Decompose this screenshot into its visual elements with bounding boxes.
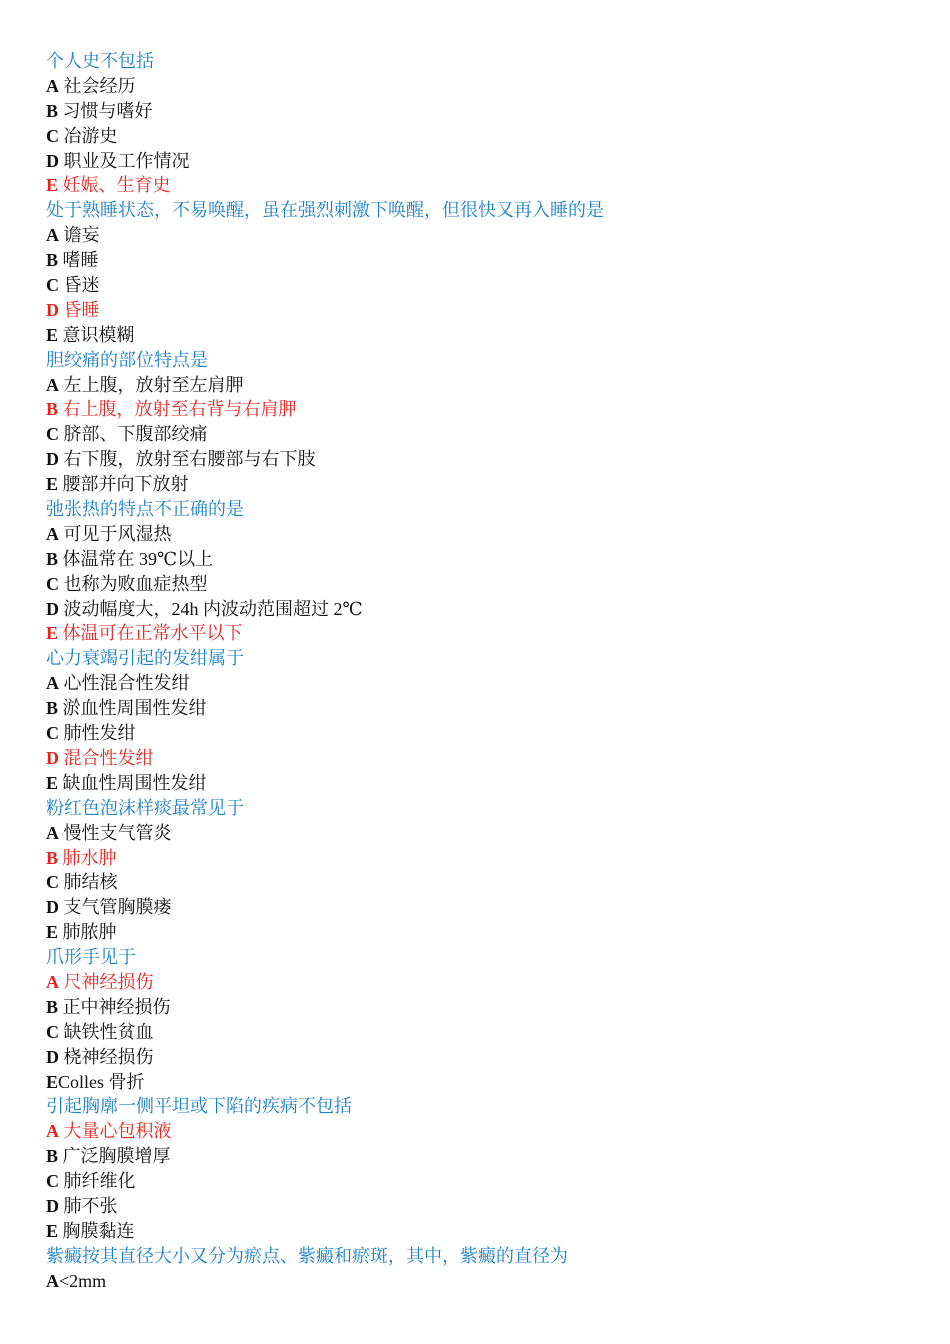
option-text: 可见于风湿热: [63, 523, 172, 544]
option-text: 意识模糊: [62, 324, 135, 345]
option-text: 体温可在正常水平以下: [62, 623, 243, 644]
option-letter: B: [46, 250, 59, 271]
option-line-correct: [46, 970, 926, 995]
option-line-correct: [46, 621, 926, 646]
option-line: [46, 671, 926, 696]
option-letter: D: [46, 1195, 59, 1216]
option-letter: A: [46, 673, 59, 694]
option-line: [46, 223, 926, 248]
option-letter: B: [46, 847, 59, 868]
option-text: 尺神经损伤: [63, 971, 154, 992]
option-line: [46, 696, 926, 721]
option-line: [46, 1045, 926, 1070]
option-text: 波动幅度大，24h 内波动范围超过 2℃: [63, 598, 363, 619]
option-text: 淤血性周围性发绀: [62, 698, 207, 719]
option-text: 职业及工作情况: [63, 150, 190, 171]
option-line: [46, 447, 926, 472]
option-line-correct: [46, 397, 926, 422]
option-letter: A: [46, 75, 59, 96]
option-letter: B: [46, 698, 59, 719]
option-text: 肺脓肿: [62, 922, 117, 943]
option-text: 嗜睡: [62, 250, 99, 271]
option-letter: E: [46, 175, 59, 196]
option-text: 社会经历: [63, 75, 136, 96]
option-line-correct: [46, 846, 926, 871]
option-line: [46, 1269, 926, 1294]
option-text: 右下腹，放射至右腰部与右下肢: [63, 449, 316, 470]
option-letter: C: [46, 1021, 59, 1042]
option-letter: D: [46, 449, 59, 470]
option-text: 肺性发绀: [63, 723, 136, 744]
option-line: [46, 373, 926, 398]
option-line: [46, 1020, 926, 1045]
option-line: [46, 248, 926, 273]
question-text: 粉红色泡沫样痰最常见于: [46, 797, 244, 818]
option-letter: B: [46, 100, 59, 121]
option-text: 心性混合性发绀: [63, 673, 190, 694]
option-line: [46, 1144, 926, 1169]
option-letter: B: [46, 1146, 59, 1167]
option-line: [46, 821, 926, 846]
option-letter: C: [46, 723, 59, 744]
option-line-correct: [46, 298, 926, 323]
option-line: [46, 1219, 926, 1244]
option-line: [46, 273, 926, 298]
option-line-correct: [46, 1119, 926, 1144]
option-text: 也称为败血症热型: [63, 573, 208, 594]
option-letter: D: [46, 150, 59, 171]
question-text: 紫癜按其直径大小又分为瘀点、紫癜和瘀斑，其中，紫癜的直径为: [46, 1245, 568, 1266]
option-line: [46, 870, 926, 895]
option-line: [46, 472, 926, 497]
option-text: 习惯与嗜好: [62, 100, 153, 121]
option-text: Colles 骨折: [58, 1071, 145, 1092]
option-letter: B: [46, 548, 59, 569]
option-letter: E: [46, 922, 59, 943]
option-text: 慢性支气管炎: [63, 822, 172, 843]
option-letter: C: [46, 872, 59, 893]
option-letter: A: [46, 822, 59, 843]
option-line: [46, 422, 926, 447]
option-line-correct: [46, 746, 926, 771]
option-letter: A: [46, 374, 59, 395]
option-letter: D: [46, 747, 59, 768]
option-line: [46, 1070, 926, 1095]
option-letter: B: [46, 996, 59, 1017]
option-letter: A: [46, 1270, 59, 1291]
option-text: 肺不张: [63, 1195, 118, 1216]
option-text: 混合性发绀: [63, 747, 154, 768]
option-line: [46, 572, 926, 597]
option-letter: C: [46, 424, 59, 445]
option-letter: C: [46, 573, 59, 594]
option-line: [46, 99, 926, 124]
option-letter: A: [46, 225, 59, 246]
option-line: [46, 522, 926, 547]
question-document: [46, 49, 926, 1294]
option-text: 昏迷: [63, 275, 100, 296]
option-text: 昏睡: [63, 299, 100, 320]
option-line: [46, 895, 926, 920]
option-line: [46, 771, 926, 796]
option-letter: C: [46, 275, 59, 296]
option-letter: E: [46, 623, 59, 644]
option-letter: E: [46, 1220, 59, 1241]
option-text: 支气管胸膜瘘: [63, 897, 172, 918]
option-line: [46, 1194, 926, 1219]
question-text: 心力衰竭引起的发绀属于: [46, 648, 244, 669]
option-letter: C: [46, 1171, 59, 1192]
option-line: [46, 149, 926, 174]
option-text: 脐部、下腹部绞痛: [63, 424, 208, 445]
option-text: 广泛胸膜增厚: [62, 1146, 171, 1167]
option-letter: A: [46, 523, 59, 544]
option-text: 左上腹，放射至左肩胛: [63, 374, 244, 395]
option-line: [46, 920, 926, 945]
question-text: 胆绞痛的部位特点是: [46, 349, 208, 370]
option-text: 桡神经损伤: [63, 1046, 154, 1067]
option-text: 缺血性周围性发绀: [62, 772, 207, 793]
option-letter: E: [46, 1071, 59, 1092]
option-line: [46, 547, 926, 572]
option-line: [46, 74, 926, 99]
option-letter: C: [46, 125, 59, 146]
option-text: <2mm: [59, 1270, 107, 1291]
option-letter: D: [46, 1046, 59, 1067]
option-text: 胸膜黏连: [62, 1220, 135, 1241]
option-text: 冶游史: [63, 125, 118, 146]
option-letter: E: [46, 474, 59, 495]
question-text: 引起胸廓一侧平坦或下陷的疾病不包括: [46, 1096, 352, 1117]
option-text: 正中神经损伤: [62, 996, 171, 1017]
option-text: 肺结核: [63, 872, 118, 893]
option-text: 妊娠、生育史: [62, 175, 171, 196]
question-text: 爪形手见于: [46, 947, 136, 968]
option-letter: D: [46, 598, 59, 619]
question-text: 弛张热的特点不正确的是: [46, 499, 244, 520]
option-line: [46, 1169, 926, 1194]
option-text: 肺水肿: [62, 847, 117, 868]
option-text: 肺纤维化: [63, 1171, 136, 1192]
option-letter: B: [46, 399, 59, 420]
option-letter: D: [46, 897, 59, 918]
option-letter: A: [46, 1121, 59, 1142]
option-line: [46, 597, 926, 622]
question-text: 处于熟睡状态，不易唤醒，虽在强烈刺激下唤醒，但很快又再入睡的是: [46, 200, 604, 221]
option-line: [46, 124, 926, 149]
option-text: 缺铁性贫血: [63, 1021, 154, 1042]
option-text: 谵妄: [63, 225, 100, 246]
option-letter: D: [46, 299, 59, 320]
option-text: 腰部并向下放射: [62, 474, 189, 495]
option-line-correct: [46, 173, 926, 198]
option-text: 大量心包积液: [63, 1121, 172, 1142]
question-text: 个人史不包括: [46, 51, 154, 71]
option-letter: A: [46, 971, 59, 992]
option-letter: E: [46, 772, 59, 793]
option-letter: E: [46, 324, 59, 345]
option-text: 右上腹，放射至右背与右肩胛: [62, 399, 297, 420]
option-line: [46, 721, 926, 746]
option-line: [46, 323, 926, 348]
option-text: 体温常在 39℃以上: [62, 548, 214, 569]
option-line: [46, 995, 926, 1020]
